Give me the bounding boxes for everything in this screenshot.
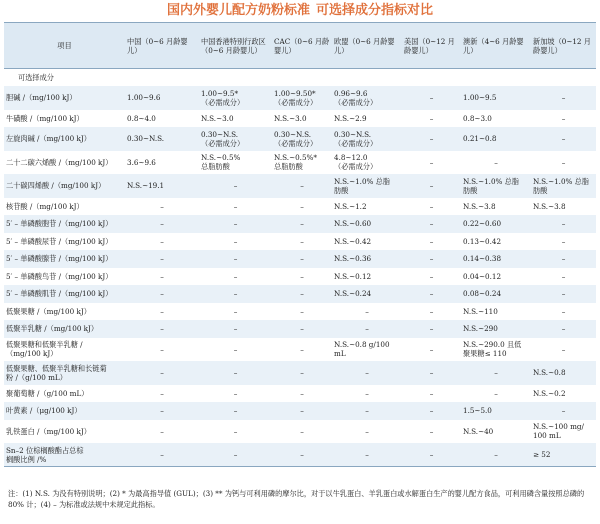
row-item-label: 牛磺酸 /（mg/100 kJ） — [6, 113, 84, 123]
row-value-cell: N.S.~0.2 — [533, 388, 566, 398]
row-item-label: 左旋肉碱 /（mg/100 kJ） — [6, 134, 91, 144]
row-value-cell: 0.22~0.60 — [463, 219, 502, 229]
header-china: 中国（0~6 月龄婴儿） — [125, 23, 199, 69]
row-value-cell: – — [160, 289, 164, 299]
row-value-cell: – — [494, 388, 498, 398]
table-row — [4, 303, 596, 321]
row-value-cell: – — [160, 201, 164, 211]
row-value-cell: – — [429, 306, 434, 316]
row-value-cell: 0.30~N.S. （必需成分） — [201, 129, 245, 148]
row-value-cell: – — [561, 113, 566, 123]
row-item-label: 5′ – 单磷酸尿苷 /（mg/100 kJ） — [6, 236, 113, 246]
row-value-cell: ≥ 52 — [533, 450, 551, 459]
table-row — [4, 127, 596, 151]
row-value-cell: – — [160, 426, 164, 436]
row-value-cell: – — [429, 344, 434, 354]
row-value-cell: – — [300, 368, 304, 378]
row-value-cell: – — [429, 271, 434, 281]
table-row — [4, 268, 596, 286]
table-row — [4, 110, 596, 128]
row-value-cell: – — [365, 388, 369, 398]
row-item-label: 低聚果糖、低聚半乳糖和长链菊 粉 /（g/100 mL） — [6, 363, 107, 382]
row-value-cell: N.S.~0.5% 总脂肪酸 — [201, 153, 241, 172]
row-value-cell: – — [561, 236, 566, 246]
row-value-cell: – — [365, 306, 369, 316]
footnote: 注：(1) N.S. 为没有特别说明；(2) * 为最高指导值 (GUL)；(3) ** 为钙与可利用磷的摩尔比，对于以牛乳蛋白、羊乳蛋白或水解蛋白生产的婴儿配方食品，可利用磷含量按照总磷的 80% 计；(4) – 为标准或法规中未规定此指标。 — [8, 489, 585, 510]
row-item-label: 二十碳四烯酸 /（mg/100 kJ） — [6, 181, 106, 191]
row-value-cell: – — [300, 344, 304, 354]
row-value-cell: 0.13~0.42 — [463, 236, 502, 246]
row-value-cell: N.S.~100 mg/ 100 mL — [533, 422, 584, 441]
row-value-cell: N.S.~3.8 — [463, 201, 496, 211]
row-value-cell: – — [429, 181, 434, 191]
table-row — [4, 86, 596, 110]
row-item-label: 5′ – 单磷酸胞苷 /（mg/100 kJ） — [6, 219, 113, 229]
row-value-cell: – — [233, 236, 238, 246]
row-value-cell: – — [429, 254, 434, 264]
row-value-cell: – — [233, 219, 238, 229]
header-hongkong: 中国香港特别行政区（0~6 月龄婴儿） — [199, 23, 272, 69]
row-value-cell: – — [561, 406, 566, 416]
table-row — [4, 402, 596, 420]
row-value-cell: – — [429, 289, 434, 299]
row-value-cell: – — [160, 271, 164, 281]
row-item-label: 5′ – 单磷酸鸟苷 /（mg/100 kJ） — [6, 271, 113, 281]
row-value-cell: N.S.~19.1 — [127, 181, 165, 191]
row-value-cell: N.S.~40 — [463, 426, 494, 436]
row-value-cell: – — [300, 450, 304, 459]
row-value-cell: – — [233, 426, 238, 436]
row-value-cell: – — [429, 406, 434, 416]
row-value-cell: 0.8~4.0 — [127, 113, 156, 123]
header-cac: CAC（0~6 月龄婴儿） — [272, 23, 332, 69]
row-item-label: 低聚半乳糖 /（mg/100 kJ） — [6, 324, 99, 334]
row-item-label: 核苷酸 /（mg/100 kJ） — [6, 201, 84, 211]
row-value-cell: N.S.~290 — [463, 324, 498, 334]
row-item-label: 低聚果糖 /（mg/100 kJ） — [6, 306, 91, 316]
row-value-cell: – — [429, 324, 434, 334]
row-value-cell: – — [160, 344, 164, 354]
row-value-cell: – — [300, 236, 304, 246]
row-value-cell: – — [365, 368, 369, 378]
row-value-cell: – — [160, 368, 164, 378]
row-value-cell: 1.5~5.0 — [463, 406, 492, 416]
row-value-cell: – — [429, 236, 434, 246]
table-row — [4, 233, 596, 251]
row-value-cell: – — [233, 181, 238, 191]
table-row — [4, 420, 596, 444]
row-value-cell: – — [429, 201, 434, 211]
row-value-cell: – — [300, 324, 304, 334]
row-value-cell: N.S.~0.12 — [334, 271, 372, 281]
row-value-cell: 0.08~0.24 — [463, 289, 502, 299]
row-value-cell: N.S.~290.0 且低 聚果糖≤ 110 — [463, 340, 522, 359]
row-value-cell: N.S.~0.5%* 总脂肪酸 — [274, 153, 317, 172]
row-value-cell: 0.8~3.0 — [463, 113, 492, 123]
page-title — [0, 0, 600, 22]
row-value-cell: – — [365, 426, 369, 436]
row-item-label: 低聚果糖和低聚半乳糖 / （mg/100 kJ） — [6, 340, 83, 359]
row-value-cell: – — [561, 254, 566, 264]
row-value-cell: N.S.~0.42 — [334, 236, 372, 246]
row-value-cell: – — [300, 406, 304, 416]
row-value-cell: N.S.~0.36 — [334, 254, 372, 264]
section-label: 可选择成分 — [18, 73, 54, 82]
row-value-cell: – — [300, 388, 304, 398]
row-value-cell: 0.30~N.S. （必需成分） — [274, 129, 318, 148]
row-value-cell: – — [429, 219, 434, 229]
row-value-cell: – — [233, 324, 238, 334]
row-value-cell: – — [233, 254, 238, 264]
row-value-cell: 4.8~12.0 （必需成分） — [334, 153, 378, 172]
table-row — [4, 443, 596, 467]
row-value-cell: 1.00~9.5 — [463, 93, 497, 103]
row-value-cell: N.S.~1.0% 总脂 肪酸 — [334, 176, 391, 195]
row-value-cell: N.S.~3.0 — [274, 113, 307, 123]
row-item-label: 胆碱 /（mg/100 kJ） — [6, 93, 77, 103]
row-item-label: Sn–2 位棕榈酸酯占总棕 榈酸比例 /% — [6, 445, 84, 464]
row-item-label: 聚葡萄糖 /（g/100 mL） — [6, 388, 89, 398]
row-value-cell: – — [300, 289, 304, 299]
header-eu: 欧盟（0~6 月龄婴儿） — [332, 23, 402, 69]
row-item-label: 5′ – 单磷酸肌苷 /（mg/100 kJ） — [6, 289, 113, 299]
row-value-cell: N.S.~3.8 — [533, 201, 566, 211]
row-value-cell: – — [429, 368, 434, 378]
row-value-cell: N.S.~1.0% 总脂 肪酸 — [533, 176, 590, 195]
row-value-cell: – — [160, 388, 164, 398]
row-value-cell: 1.00~9.5* （必需成分） — [201, 88, 245, 107]
row-value-cell: – — [233, 368, 238, 378]
row-value-cell: – — [233, 271, 238, 281]
row-value-cell: N.S.~3.0 — [201, 113, 234, 123]
row-value-cell: – — [561, 134, 566, 144]
row-value-cell: – — [233, 406, 238, 416]
row-value-cell: N.S.~1.0% 总脂 肪酸 — [463, 176, 520, 195]
row-value-cell: 0.30~N.S. — [127, 134, 165, 144]
table-row — [4, 215, 596, 233]
row-value-cell: – — [160, 254, 164, 264]
row-value-cell: – — [233, 344, 238, 354]
row-value-cell: – — [429, 450, 434, 459]
row-value-cell: – — [160, 306, 164, 316]
row-value-cell: 1.00~9.6 — [127, 93, 161, 103]
row-value-cell: – — [494, 450, 498, 459]
row-value-cell: N.S.~1.2 — [334, 201, 367, 211]
row-value-cell: – — [300, 426, 304, 436]
row-value-cell: 0.14~0.38 — [463, 254, 502, 264]
row-value-cell: 1.00~9.50* （必需成分） — [274, 88, 318, 107]
row-value-cell: – — [561, 219, 566, 229]
row-item-label: 乳铁蛋白 /（mg/100 kJ） — [6, 426, 91, 436]
row-value-cell: N.S.~0.60 — [334, 219, 372, 229]
standards-table — [4, 22, 596, 467]
row-value-cell: – — [494, 368, 498, 378]
row-value-cell: – — [233, 450, 238, 459]
table-row — [4, 250, 596, 268]
header-item: 项目 — [4, 23, 125, 69]
row-value-cell: – — [233, 306, 238, 316]
header-singapore: 新加坡（0~12 月龄婴儿） — [531, 23, 596, 69]
row-value-cell: – — [300, 254, 304, 264]
section-row — [4, 69, 596, 87]
header-usa: 美国（0~12 月龄婴儿） — [402, 23, 461, 69]
row-value-cell: – — [561, 306, 566, 316]
table-header-row — [4, 23, 596, 69]
row-value-cell: – — [365, 450, 369, 459]
row-value-cell: – — [429, 134, 434, 144]
row-value-cell: N.S.~0.8 g/100 mL — [334, 340, 390, 359]
row-value-cell: – — [160, 450, 164, 459]
row-value-cell: – — [429, 388, 434, 398]
row-value-cell: – — [561, 157, 566, 167]
table-row — [4, 385, 596, 403]
row-value-cell: – — [561, 289, 566, 299]
table-row — [4, 174, 596, 198]
row-value-cell: – — [300, 306, 304, 316]
row-value-cell: – — [429, 93, 434, 103]
row-value-cell: – — [160, 406, 164, 416]
row-value-cell: – — [233, 201, 238, 211]
row-item-label: 二十二碳六烯酸 /（mg/100 kJ） — [6, 157, 113, 167]
header-anz: 澳新（4~6 月龄婴儿） — [461, 23, 531, 69]
row-item-label: 5′ – 单磷酸腺苷 /（mg/100 kJ） — [6, 254, 113, 264]
row-value-cell: – — [160, 236, 164, 246]
row-value-cell: – — [365, 406, 369, 416]
table-row — [4, 320, 596, 338]
title-sub: 可选择成分指标对比 — [316, 3, 434, 18]
row-value-cell: – — [160, 324, 164, 334]
row-value-cell: – — [300, 271, 304, 281]
row-value-cell: N.S.~110 — [463, 306, 498, 316]
table-row — [4, 338, 596, 362]
row-value-cell: – — [561, 271, 566, 281]
title-main: 国内外婴儿配方奶粉标准 — [166, 3, 310, 18]
row-value-cell: 0.04~0.12 — [463, 271, 502, 281]
table-row — [4, 151, 596, 175]
row-value-cell: N.S.~0.8 — [533, 368, 566, 378]
row-value-cell: – — [300, 219, 304, 229]
row-value-cell: – — [233, 388, 238, 398]
row-value-cell: 0.96~9.6 （必需成分） — [334, 88, 378, 107]
row-value-cell: 3.6~9.6 — [127, 157, 156, 167]
row-value-cell: – — [300, 201, 304, 211]
table-row — [4, 198, 596, 216]
row-value-cell: – — [233, 289, 238, 299]
row-value-cell: – — [365, 324, 369, 334]
table-row — [4, 285, 596, 303]
row-value-cell: – — [300, 181, 304, 191]
row-value-cell: 0.30~N.S. （必需成分） — [334, 129, 378, 148]
row-value-cell: – — [494, 157, 498, 167]
table-row — [4, 361, 596, 385]
row-value-cell: – — [561, 93, 566, 103]
row-value-cell: – — [561, 324, 566, 334]
row-value-cell: N.S.~2.9 — [334, 113, 367, 123]
row-value-cell: 0.21~0.8 — [463, 134, 497, 144]
row-value-cell: – — [561, 344, 566, 354]
row-value-cell: – — [429, 113, 434, 123]
row-value-cell: N.S.~0.24 — [334, 289, 372, 299]
row-value-cell: – — [429, 426, 434, 436]
row-item-label: 叶黄素 /（μg/100 kJ） — [6, 406, 82, 416]
row-value-cell: – — [160, 219, 164, 229]
row-value-cell: – — [429, 157, 434, 167]
